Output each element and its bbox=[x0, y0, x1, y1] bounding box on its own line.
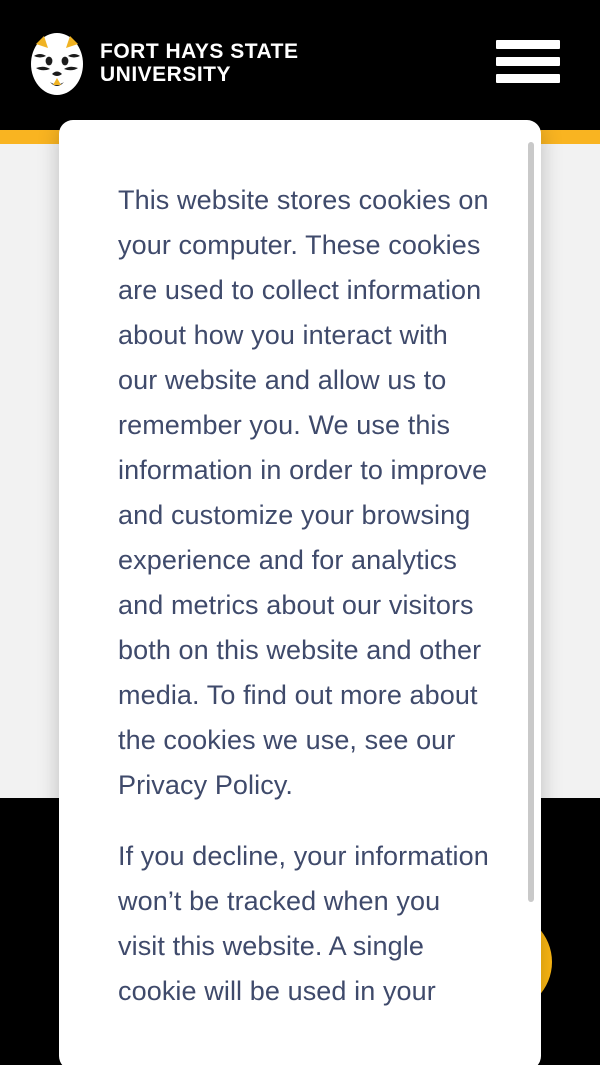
site-logo-text bbox=[100, 41, 298, 86]
logo-line-2: UNIVERSITY bbox=[100, 63, 232, 86]
cookie-paragraph-1: This website stores cookies on your computer. These cookies are used to collect information about how you interact with our website and allow us to remember you. We use this information in order to improve and customize your browsing experience and for analytics and metrics about our visitors both on this website and other media. To find out more about the cookies we use, see our Privacy Policy. bbox=[118, 185, 489, 800]
hamburger-bar-2 bbox=[496, 57, 560, 66]
cookie-consent-scroll-area[interactable] bbox=[59, 120, 541, 1065]
cookie-paragraph-2: If you decline, your information won’t be tracked when you visit this website. A single cookie will be used in your bbox=[118, 841, 489, 1006]
cookie-consent-dialog bbox=[59, 120, 541, 1065]
hamburger-menu-icon[interactable] bbox=[496, 40, 560, 90]
site-header bbox=[0, 0, 600, 130]
logo-line-1: FORT HAYS STATE bbox=[100, 40, 299, 64]
tiger-head-logo-icon bbox=[26, 30, 88, 98]
hamburger-bar-1 bbox=[496, 40, 560, 49]
site-logo[interactable] bbox=[26, 30, 298, 98]
hamburger-bar-3 bbox=[496, 74, 560, 83]
cookie-scrollbar-thumb[interactable] bbox=[528, 142, 534, 902]
